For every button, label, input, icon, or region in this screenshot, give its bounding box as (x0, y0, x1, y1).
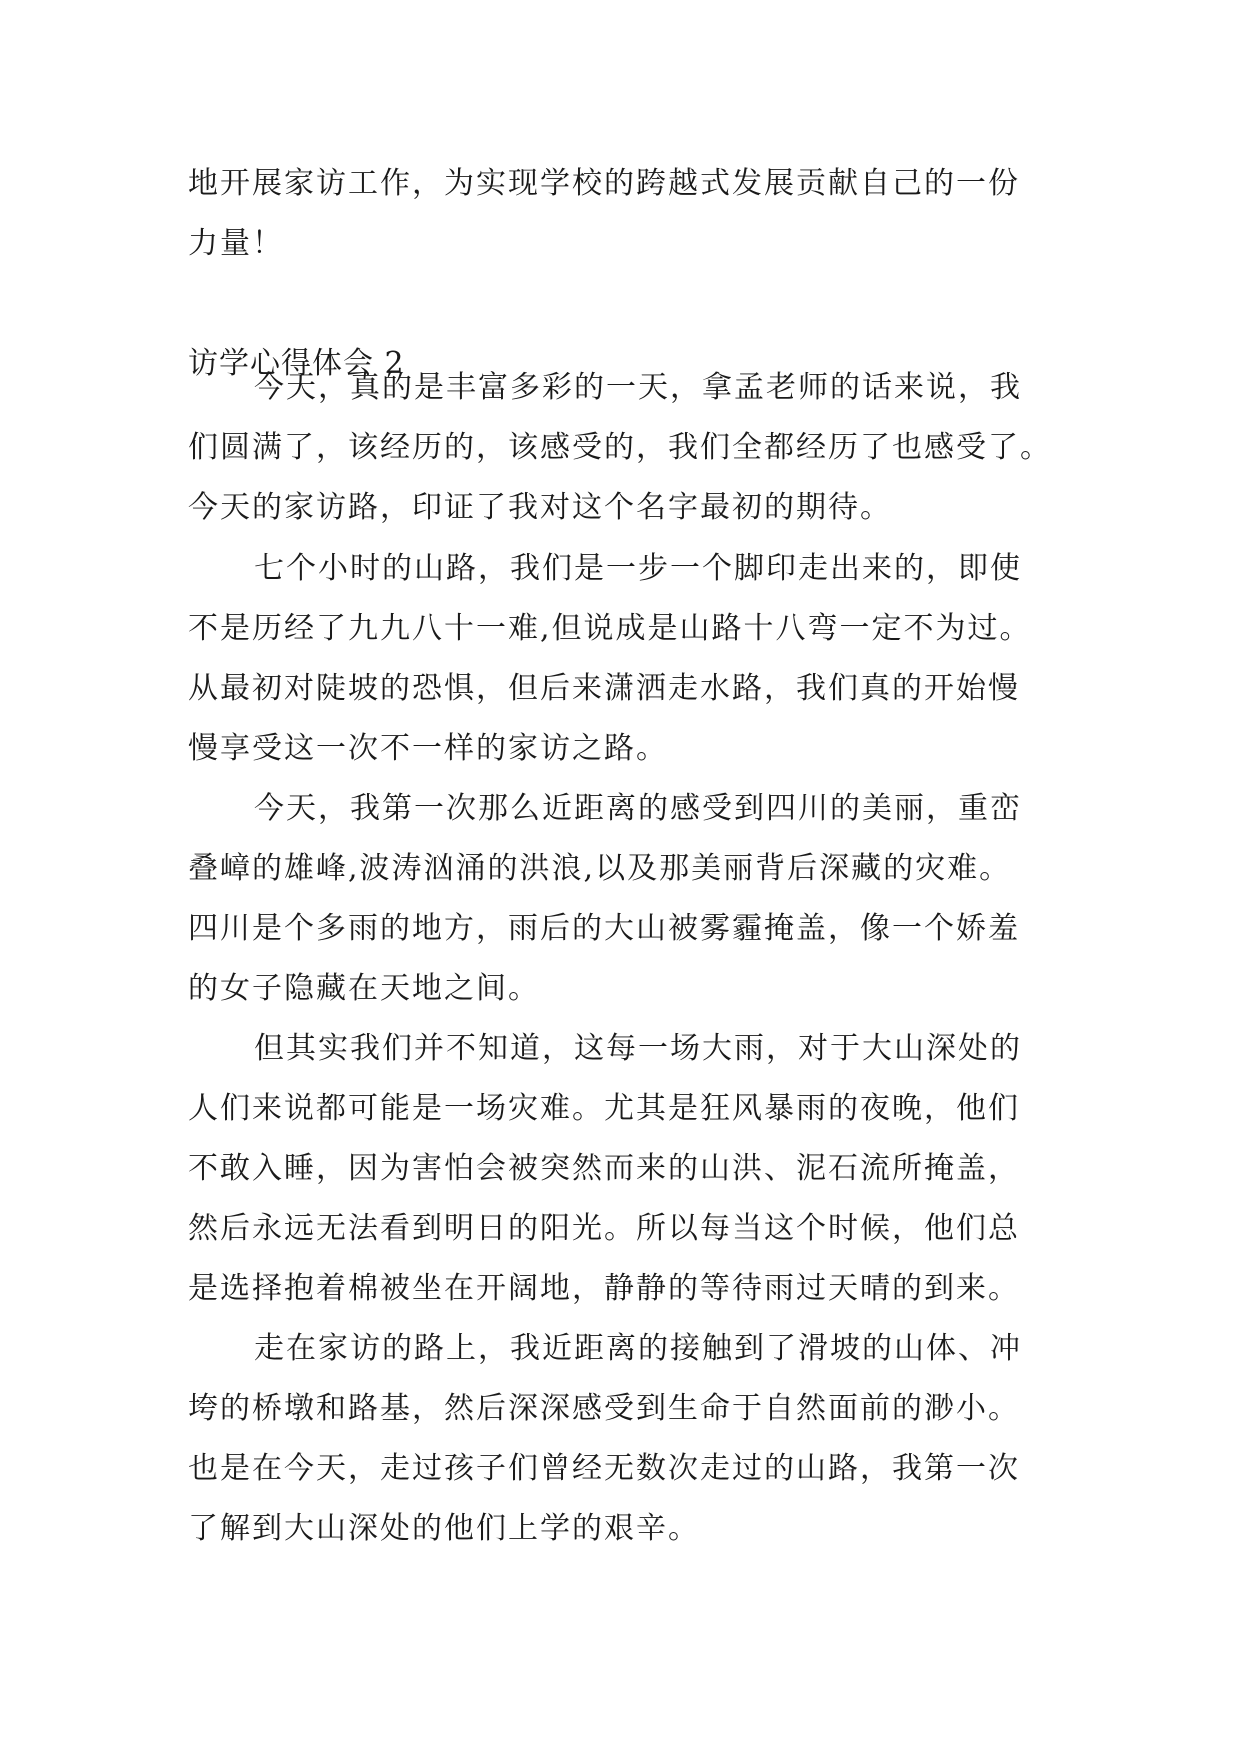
text-line: 是选择抱着棉被坐在开阔地，静静的等待雨过天晴的到来。 (188, 1271, 1020, 1306)
text-line: 地开展家访工作，为实现学校的跨越式发展贡献自己的一份 (188, 166, 1020, 201)
text-line: 了解到大山深处的他们上学的艰辛。 (188, 1511, 700, 1546)
text-line: 不是历经了九九八十一难,但说成是山路十八弯一定不为过。 (188, 611, 1032, 646)
paragraph-5 (188, 1319, 1058, 1559)
text-line: 垮的桥墩和路基，然后深深感受到生命于自然面前的渺小。 (188, 1391, 1020, 1426)
text-line: 力量！ (188, 226, 284, 261)
text-line: 也是在今天，走过孩子们曾经无数次走过的山路，我第一次 (188, 1451, 1020, 1486)
paragraph-3 (188, 779, 1058, 1019)
text-line: 今天的家访路，印证了我对这个名字最初的期待。 (188, 490, 892, 525)
intro-paragraph (188, 154, 1058, 274)
text-line: 从最初对陡坡的恐惧，但后来潇洒走水路，我们真的开始慢 (188, 671, 1020, 706)
text-line: 今天，真的是丰富多彩的一天，拿孟老师的话来说，我 (254, 370, 1022, 405)
text-line: 叠嶂的雄峰,波涛汹涌的洪浪,以及那美丽背后深藏的灾难。 (188, 851, 1012, 886)
text-line: 今天，我第一次那么近距离的感受到四川的美丽，重峦 (254, 791, 1022, 826)
paragraph-2 (188, 539, 1058, 779)
paragraph-4 (188, 1019, 1058, 1319)
text-line: 们圆满了，该经历的，该感受的，我们全都经历了也感受了。 (188, 430, 1052, 465)
text-line: 的女子隐藏在天地之间。 (188, 971, 540, 1006)
text-line: 走在家访的路上，我近距离的接触到了滑坡的山体、冲 (254, 1331, 1022, 1366)
text-line: 然后永远无法看到明日的阳光。所以每当这个时候，他们总 (188, 1211, 1020, 1246)
text-line: 四川是个多雨的地方，雨后的大山被雾霾掩盖，像一个娇羞 (188, 911, 1020, 946)
text-line: 人们来说都可能是一场灾难。尤其是狂风暴雨的夜晚，他们 (188, 1091, 1020, 1126)
text-line: 不敢入睡，因为害怕会被突然而来的山洪、泥石流所掩盖， (188, 1151, 1020, 1186)
text-line: 但其实我们并不知道，这每一场大雨，对于大山深处的 (254, 1031, 1022, 1066)
text-line: 慢享受这一次不一样的家访之路。 (188, 731, 668, 766)
paragraph-1 (188, 358, 1058, 538)
section-heading: 访学心得体会 2 (188, 346, 405, 381)
text-line: 七个小时的山路，我们是一步一个脚印走出来的，即使 (254, 551, 1022, 586)
